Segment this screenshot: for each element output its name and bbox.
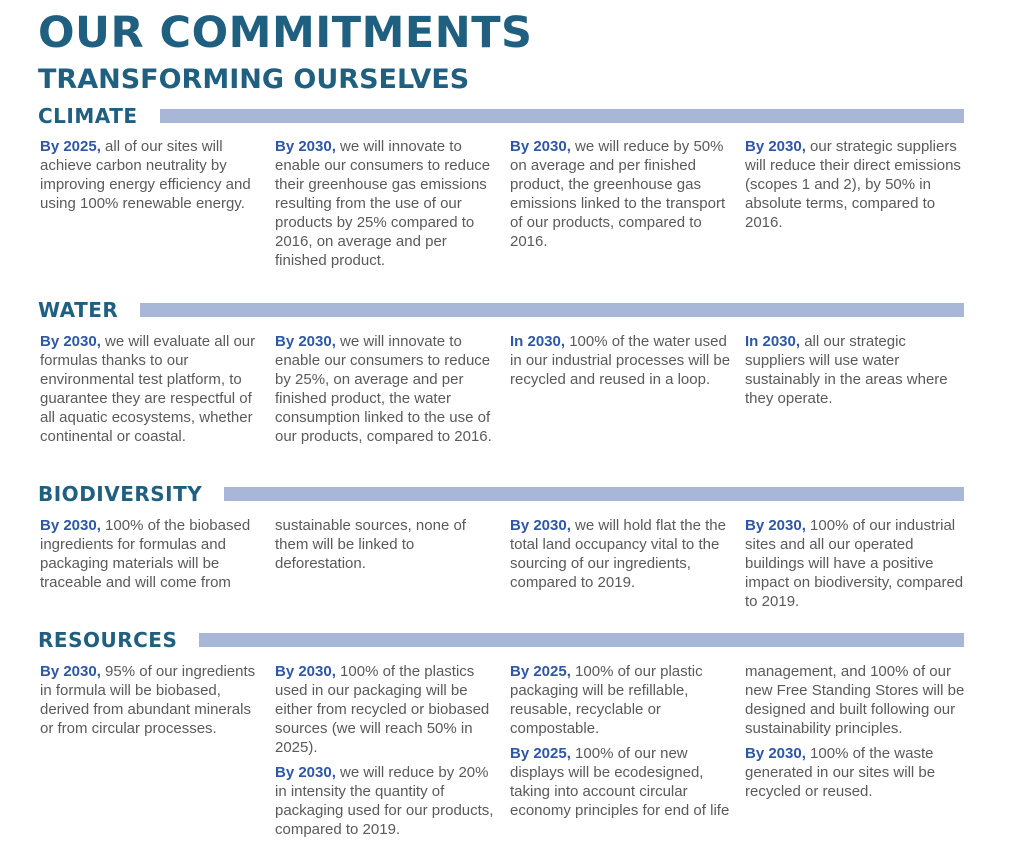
section-divider-bar	[224, 487, 964, 501]
section-header-water	[38, 297, 964, 323]
commitment-text: 95% of our ingredients in formula will be biobased, derived from abundant minerals or from circular processes.	[40, 663, 256, 737]
commitment-column	[510, 332, 735, 389]
commitment-item	[745, 332, 970, 408]
commitment-item	[40, 137, 265, 213]
commitment-item	[745, 137, 970, 232]
commitment-lead: By 2030,	[510, 517, 571, 534]
section-header-climate	[38, 103, 964, 129]
commitment-column	[40, 516, 265, 592]
commitment-text: sustainable sources, none of them will be linked to deforestation.	[275, 517, 466, 572]
commitment-text: we will reduce by 50% on average and per finished product, the greenhouse gas emissions linked to the transport of our products, compared to 2016.	[510, 138, 726, 250]
commitment-lead: By 2030,	[275, 764, 336, 781]
section-divider-bar	[199, 633, 964, 647]
commitment-item	[275, 763, 500, 839]
commitment-text: we will hold flat the the total land occupancy vital to the sourcing of our ingredients, compared to 2019.	[510, 517, 726, 591]
commitment-lead: By 2025,	[510, 745, 571, 762]
commitment-text: our strategic suppliers will reduce their direct emissions (scopes 1 and 2), by 50% in absolute terms, compared to 2016.	[745, 138, 961, 231]
commitment-text: all our strategic suppliers will use water sustainably in the areas where they operate.	[745, 333, 948, 407]
commitment-lead: By 2030,	[745, 745, 806, 762]
commitment-lead: By 2030,	[275, 663, 336, 680]
commitment-column	[745, 332, 970, 408]
commitment-item	[40, 516, 265, 592]
commitment-column	[510, 662, 735, 820]
commitment-column	[745, 516, 970, 611]
section-header-resources	[38, 627, 964, 653]
commitment-text: we will innovate to enable our consumers to reduce their greenhouse gas emissions resulting from the use of our products by 25% compared to 2016, on average and per finished product.	[275, 138, 491, 269]
commitment-item	[275, 137, 500, 270]
section-header-biodiversity	[38, 481, 964, 507]
commitment-item	[745, 744, 970, 801]
commitment-lead: By 2030,	[40, 663, 101, 680]
commitment-lead: In 2030,	[745, 333, 801, 350]
commitment-text: 100% of the water used in our industrial processes will be recycled and reused in a loop.	[510, 333, 731, 388]
commitment-column	[40, 137, 265, 213]
commitment-text: we will reduce by 20% in intensity the quantity of packaging used for our products, compared to 2019.	[275, 764, 494, 838]
commitment-item	[510, 744, 735, 820]
commitment-lead: By 2030,	[275, 138, 336, 155]
commitment-column	[745, 137, 970, 232]
commitment-lead: By 2030,	[40, 333, 101, 350]
commitment-item	[745, 516, 970, 611]
commitment-item	[275, 516, 500, 573]
commitment-text: all of our sites will achieve carbon neutrality by improving energy efficiency and using 100% renewable energy.	[40, 138, 251, 212]
commitment-column	[275, 662, 500, 839]
commitment-lead: By 2025,	[40, 138, 101, 155]
commitment-column	[275, 516, 500, 573]
commitment-text: 100% of our plastic packaging will be refillable, reusable, recyclable or compostable.	[510, 663, 703, 737]
commitment-item	[510, 516, 735, 592]
commitment-item	[510, 137, 735, 251]
section-divider-bar	[140, 303, 964, 317]
commitment-lead: By 2030,	[40, 517, 101, 534]
section-title: RESOURCES	[38, 628, 178, 652]
commitment-text: we will evaluate all our formulas thanks to our environmental test platform, to guarantee they are respectful of all aquatic ecosystems, whether continental or coastal.	[40, 333, 256, 445]
commitment-column	[40, 662, 265, 738]
commitment-item	[510, 662, 735, 738]
commitment-item	[275, 662, 500, 757]
commitment-column	[510, 516, 735, 592]
commitment-lead: By 2030,	[745, 138, 806, 155]
commitment-column	[275, 137, 500, 270]
page-subtitle: TRANSFORMING OURSELVES	[38, 64, 470, 95]
commitment-text: 100% of our industrial sites and all our operated buildings will have a positive impact on biodiversity, compared to 2019.	[745, 517, 964, 610]
commitment-lead: By 2030,	[745, 517, 806, 534]
commitment-item	[275, 332, 500, 446]
commitment-item	[745, 662, 970, 738]
commitment-column	[275, 332, 500, 446]
section-title: CLIMATE	[38, 104, 138, 128]
commitment-item	[40, 662, 265, 738]
commitment-lead: By 2030,	[275, 333, 336, 350]
commitment-text: 100% of the waste generated in our sites will be recycled or reused.	[745, 745, 936, 800]
section-divider-bar	[160, 109, 965, 123]
commitment-text: 100% of the biobased ingredients for formulas and packaging materials will be traceable and will come from	[40, 517, 251, 591]
commitment-text: 100% of our new displays will be ecodesigned, taking into account circular economy principles for end of life	[510, 745, 730, 819]
commitment-item	[510, 332, 735, 389]
commitment-item	[40, 332, 265, 446]
commitment-lead: By 2025,	[510, 663, 571, 680]
commitment-text: management, and 100% of our new Free Standing Stores will be designed and built following our sustainability principles.	[745, 663, 965, 737]
commitment-column	[745, 662, 970, 801]
commitment-lead: By 2030,	[510, 138, 571, 155]
commitment-text: 100% of the plastics used in our packaging will be either from recycled or biobased sources (we will reach 50% in 2025).	[275, 663, 490, 756]
commitment-lead: In 2030,	[510, 333, 566, 350]
page-title: OUR COMMITMENTS	[38, 8, 533, 58]
commitment-text: we will innovate to enable our consumers to reduce by 25%, on average and per finished product, the water consumption linked to the use of our products, compared to 2016.	[275, 333, 492, 445]
commitment-column	[510, 137, 735, 251]
commitment-column	[40, 332, 265, 446]
section-title: WATER	[38, 298, 119, 322]
section-title: BIODIVERSITY	[38, 482, 203, 506]
